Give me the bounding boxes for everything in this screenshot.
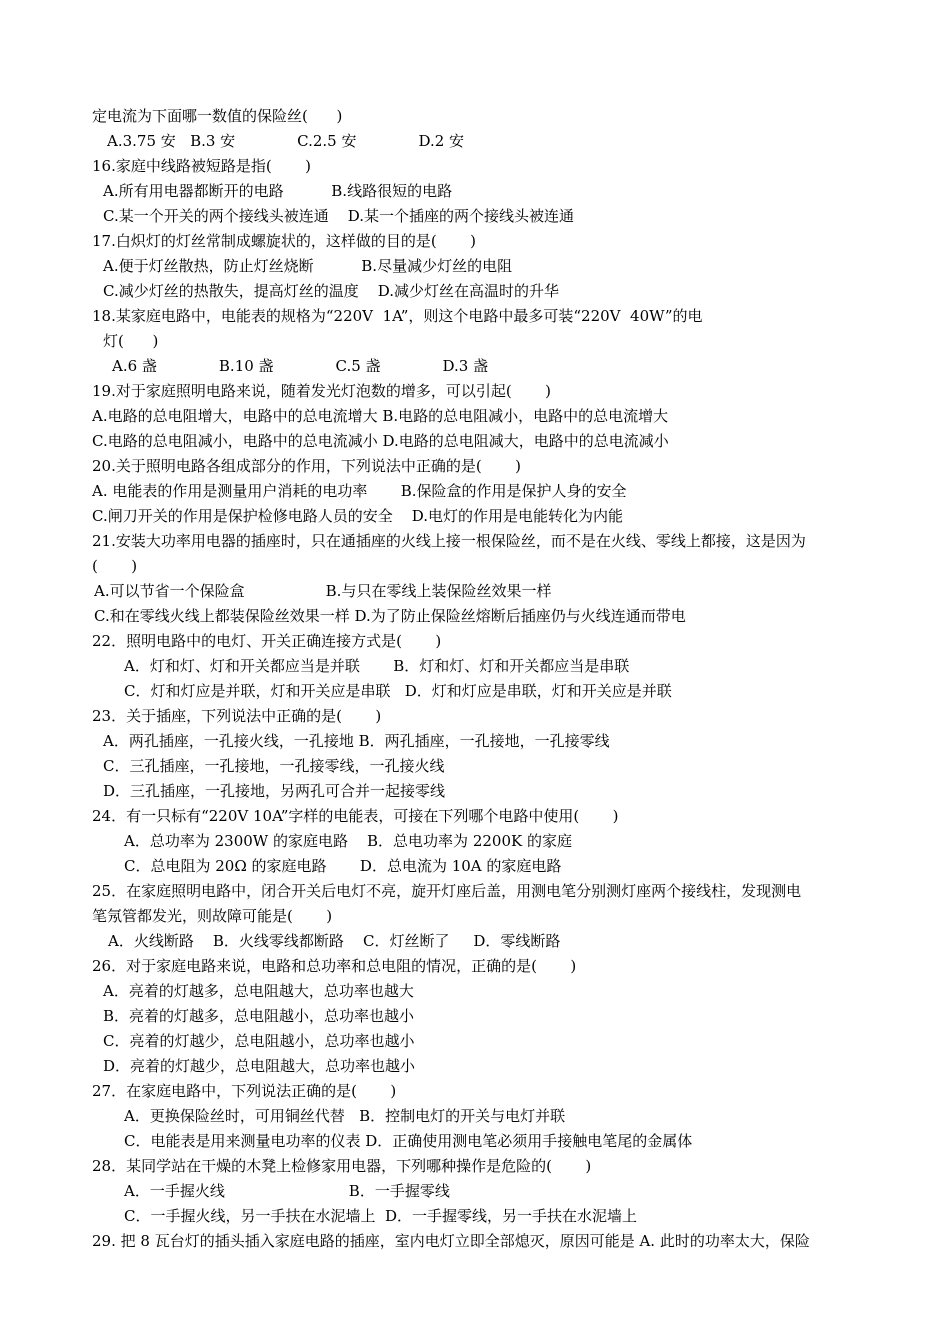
question-23-options-ab: A．两孔插座，一孔接火线，一孔接地 B．两孔插座，一孔接地，一孔接零线 <box>103 732 610 750</box>
question-27-options-ab: A．更换保险丝时，可用铜丝代替 B．控制电灯的开关与电灯并联 <box>124 1107 566 1125</box>
question-23-stem: 23．关于插座，下列说法中正确的是( ) <box>92 707 382 725</box>
question-20-options-cd: C.闸刀开关的作用是保护检修电路人员的安全 D.电灯的作用是电能转化为内能 <box>92 507 624 525</box>
question-15-options: A.3.75 安 B.3 安 C.2.5 安 D.2 安 <box>107 132 465 150</box>
question-17-options-cd: C.减少灯丝的热散失，提高灯丝的温度 D.减少灯丝在高温时的升华 <box>103 282 560 300</box>
question-21-options-ab: A.可以节省一个保险盒 B.与只在零线上装保险丝效果一样 <box>94 582 552 600</box>
question-19-stem: 19.对于家庭照明电路来说，随着发光灯泡数的增多，可以引起( ) <box>92 382 551 400</box>
question-21-stem: 21.安装大功率用电器的插座时，只在通插座的火线上接一根保险丝，而不是在火线、零线上都接，这是因为 <box>92 532 806 550</box>
question-24-stem: 24．有一只标有“220V 10A”字样的电能表，可接在下列哪个电路中使用( ) <box>92 807 619 825</box>
question-28-options-cd: C．一手握火线，另一手扶在水泥墙上 D．一手握零线，另一手扶在水泥墙上 <box>124 1207 638 1225</box>
question-18-stem-cont: 灯( ) <box>103 332 159 350</box>
question-22-stem: 22．照明电路中的电灯、开关正确连接方式是( ) <box>92 632 442 650</box>
question-20-options-ab: A. 电能表的作用是测量用户消耗的电功率 B.保险盒的作用是保护人身的安全 <box>92 482 627 500</box>
question-16-options-cd: C.某一个开关的两个接线头被连通 D.某一个插座的两个接线头被连通 <box>103 207 575 225</box>
question-22-options-cd: C．灯和灯应是并联，灯和开关应是串联 D．灯和灯应是串联，灯和开关应是并联 <box>124 682 672 700</box>
question-21-stem-cont: ( ) <box>92 557 138 575</box>
question-27-stem: 27．在家庭电路中，下列说法正确的是( ) <box>92 1082 397 1100</box>
question-20-stem: 20.关于照明电路各组成部分的作用，下列说法中正确的是( ) <box>92 457 521 475</box>
question-19-options-cd: C.电路的总电阻减小，电路中的总电流减小 D.电路的总电阻减大，电路中的总电流减小 <box>92 432 669 450</box>
question-16-options-ab: A.所有用电器都断开的电路 B.线路很短的电路 <box>103 182 453 200</box>
question-24-options-cd: C．总电阻为 20Ω 的家庭电路 D．总电流为 10A 的家庭电路 <box>124 857 562 875</box>
question-23-option-c: C．三孔插座，一孔接地，一孔接零线，一孔接火线 <box>103 757 445 775</box>
question-26-option-c: C．亮着的灯越少，总电阻越小，总功率也越小 <box>103 1032 415 1050</box>
question-28-stem: 28．某同学站在干燥的木凳上检修家用电器，下列哪种操作是危险的( ) <box>92 1157 592 1175</box>
question-26-option-d: D．亮着的灯越少，总电阻越大，总功率也越小 <box>103 1057 416 1075</box>
question-25-stem: 25．在家庭照明电路中，闭合开关后电灯不亮，旋开灯座后盖，用测电笔分别测灯座两个接线柱，发现测电 <box>92 882 802 900</box>
question-25-options: A．火线断路 B．火线零线都断路 C．灯丝断了 D．零线断路 <box>108 932 561 950</box>
question-22-options-ab: A．灯和灯、灯和开关都应当是并联 B．灯和灯、灯和开关都应当是串联 <box>124 657 630 675</box>
question-18-options: A.6 盏 B.10 盏 C.5 盏 D.3 盏 <box>112 357 489 375</box>
question-23-option-d: D．三孔插座，一孔接地，另两孔可合并一起接零线 <box>103 782 446 800</box>
question-24-options-ab: A．总功率为 2300W 的家庭电路 B．总电功率为 2200K 的家庭 <box>124 832 572 850</box>
question-19-options-ab: A.电路的总电阻增大，电路中的总电流增大 B.电路的总电阻减小，电路中的总电流增大 <box>92 407 669 425</box>
question-21-options-cd: C.和在零线火线上都装保险丝效果一样 D.为了防止保险丝熔断后插座仍与火线连通而带电 <box>94 607 686 625</box>
question-17-options-ab: A.便于灯丝散热，防止灯丝烧断 B.尽量减少灯丝的电阻 <box>103 257 513 275</box>
question-15-text-end: 定电流为下面哪一数值的保险丝( ) <box>92 107 343 125</box>
question-27-options-cd: C．电能表是用来测量电功率的仪表 D．正确使用测电笔必须用手接触电笔尾的金属体 <box>124 1132 693 1150</box>
question-28-options-ab: A．一手握火线 B．一手握零线 <box>124 1182 450 1200</box>
question-16-stem: 16.家庭中线路被短路是指( ) <box>92 157 311 175</box>
question-18-stem: 18.某家庭电路中，电能表的规格为“220V 1A”，则这个电路中最多可装“220V 40W”的电 <box>92 307 703 325</box>
question-26-option-a: A．亮着的灯越多，总电阻越大，总功率也越大 <box>103 982 414 1000</box>
question-26-stem: 26．对于家庭电路来说，电路和总功率和总电阻的情况，正确的是( ) <box>92 957 577 975</box>
question-29-stem: 29. 把 8 瓦台灯的插头插入家庭电路的插座，室内电灯立即全部熄灭，原因可能是 A. 此时的功率太大，保险 <box>92 1232 810 1250</box>
question-17-stem: 17.白炽灯的灯丝常制成螺旋状的，这样做的目的是( ) <box>92 232 476 250</box>
question-25-stem-cont: 笔氖管都发光，则故障可能是( ) <box>92 907 333 925</box>
question-26-option-b: B．亮着的灯越多，总电阻越小，总功率也越小 <box>103 1007 415 1025</box>
